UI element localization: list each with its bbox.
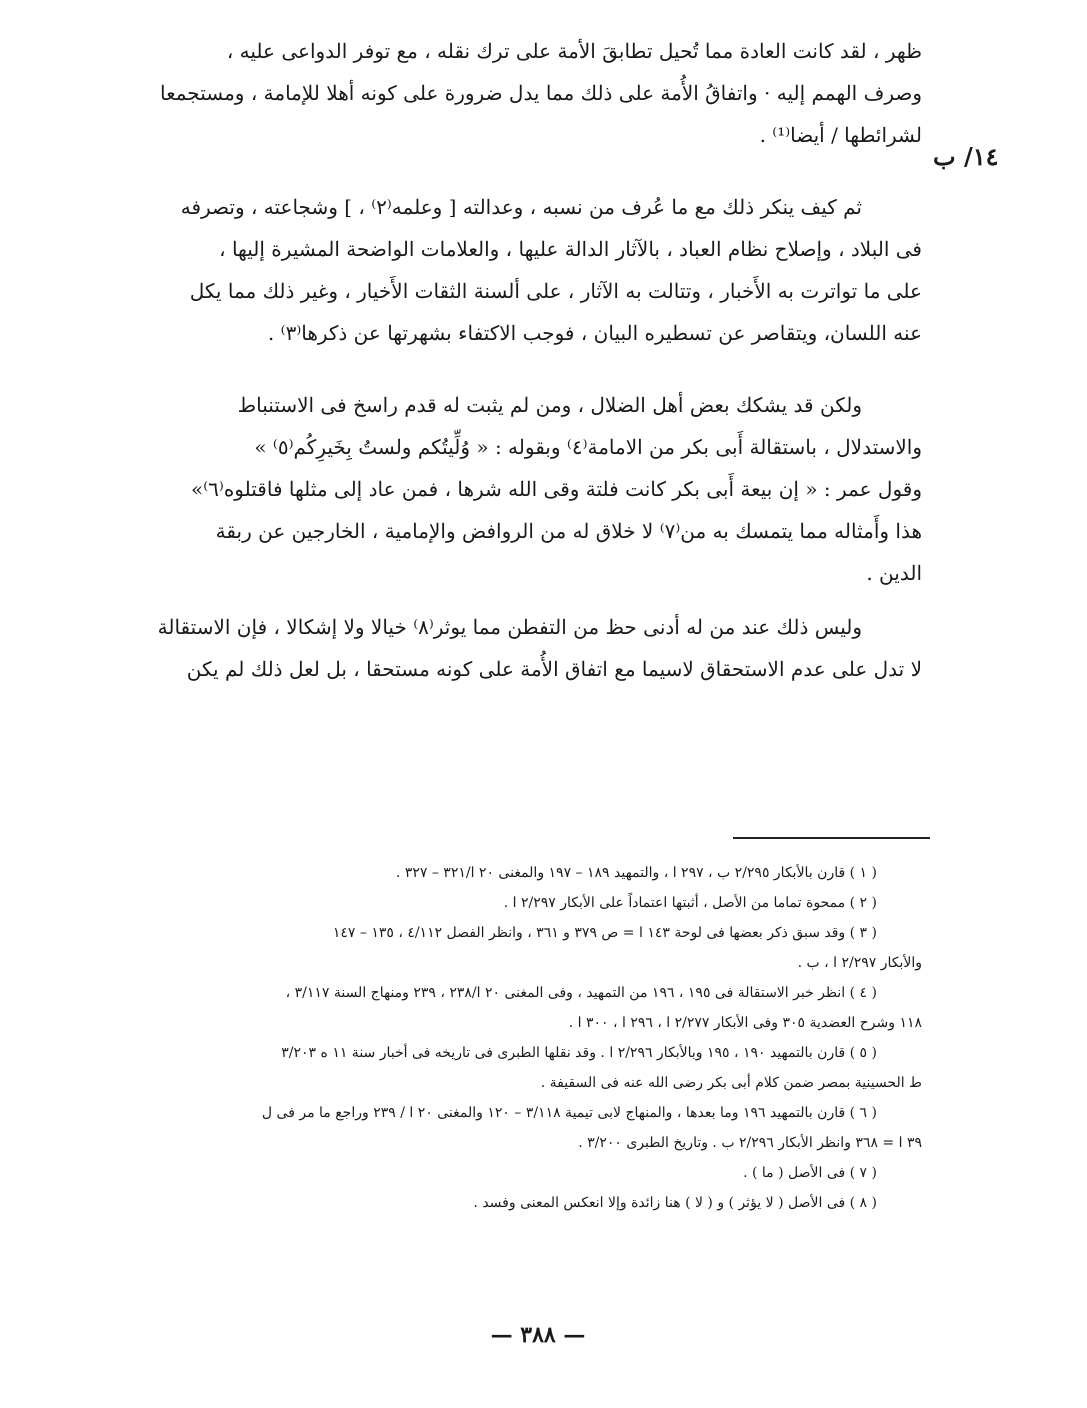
text-line: عنه اللسان، ويتقاصر عن تسطيره البيان ، فوجب الاكتفاء بشهرتها عن ذكرها⁽٣⁾ . [267, 321, 922, 345]
text-line: والاستدلال ، باستقالة أَبى بكر من الامامة⁽٤⁾ وبقوله : « وُلِّيتُكم ولستُ بِخَيرِكُم⁽٥⁾ » [254, 435, 922, 459]
paragraph-2 [95, 186, 922, 354]
text-line: على ما تواترت به الأَخبار ، وتتالت به الآثار ، على ألسنة الثقات الأَخيار ، وغير ذلك مما يكل [189, 279, 922, 303]
folio-marker: ١٤/ ب [933, 142, 999, 171]
text-line: الدين . [866, 561, 922, 585]
footnote-separator [733, 837, 930, 839]
footnote-8: ( ٨ ) فى الأصل ( لا يؤثر ) و ( لا ) هنا زائدة وإلا انعكس المعنى وفسد . [473, 1195, 877, 1211]
main-text [95, 30, 922, 690]
footnote-3: ( ٣ ) وقد سبق ذكر بعضها فى لوحة ١٤٣ ا = ص ٣٧٩ و ٣٦١ ، وانظر الفصل ٤/١١٢ ، ١٣٥ – ١٤٧ [332, 925, 877, 941]
paragraph-4 [95, 606, 922, 690]
text-line: ظهر ، لقد كانت العادة مما تُحيل تطابقَ الأمة على ترك نقله ، مع توفر الدواعى عليه ، [226, 39, 922, 63]
page-number: — ٣٨٨ — [490, 1322, 586, 1348]
paragraph-3 [95, 384, 922, 594]
footnote-5: ( ٥ ) قارن بالتمهيد ١٩٠ ، ١٩٥ وبالأبكار ٢/٢٩٦ ا . وقد نقلها الطبرى فى تاريخه فى أخبار سنة ١١ ه ٣/٢٠٣ [281, 1045, 877, 1061]
text-line: ولكن قد يشكك بعض أهل الضلال ، ومن لم يثبت له قدم راسخ فى الاستنباط [237, 393, 862, 417]
footnote-6-cont: ٣٩ ا = ٣٦٨ وانظر الأبكار ٢/٢٩٦ ب . وتاريخ الطبرى ٣/٢٠٠ . [578, 1135, 922, 1151]
footnote-5-cont: ط الحسينية بمصر ضمن كلام أبى بكر رضى الله عنه فى السقيفة . [540, 1075, 922, 1091]
text-line: لا تدل على عدم الاستحقاق لاسيما مع اتفاق الأُمة على كونه مستحقا ، بل لعل ذلك لم يكن [186, 657, 922, 681]
text-line: ثم كيف ينكر ذلك مع ما عُرف من نسبه ، وعدالته [ وعلمه⁽٢⁾ ، ] وشجاعته ، وتصرفه [180, 195, 862, 219]
text-line: فى البلاد ، وإصلاح نظام العباد ، بالآثار الدالة عليها ، والعلامات الواضحة المشيرة إليها ، [219, 237, 922, 261]
footnote-7: ( ٧ ) فى الأصل ( ما ) . [743, 1165, 877, 1181]
footnotes [95, 858, 922, 1218]
footnote-4-cont: ١١٨ وشرح العضدية ٣٠٥ وفى الأبكار ٢/٢٧٧ ا ، ٢٩٦ ا ، ٣٠٠ ا . [568, 1015, 922, 1031]
footnote-2: ( ٢ ) ممحوة تماما من الأصل ، أثبتها اعتماداً على الأبكار ٢/٢٩٧ ا . [503, 895, 877, 911]
footnote-6: ( ٦ ) قارن بالتمهيد ١٩٦ وما بعدها ، والمنهاج لابى تيمية ٣/١١٨ – ١٢٠ والمغنى ٢٠ ا / ٢٣٩ وراجع ما مر فى ل [261, 1105, 877, 1121]
paragraph-1 [95, 30, 922, 156]
footnote-4: ( ٤ ) انظر خبر الاستقالة فى ١٩٥ ، ١٩٦ من التمهيد ، وفى المغنى ٢٠ ا/٢٣٨ ، ٢٣٩ ومنهاج السنة ٣/١١٧ ، [285, 985, 877, 1001]
text-line: لشرائطها / أيضا⁽¹⁾ . [759, 123, 922, 147]
text-line: وليس ذلك عند من له أدنى حظ من التفطن مما يوثر⁽٨⁾ خيالا ولا إشكالا ، فإن الاستقالة [157, 615, 862, 639]
text-line: وصرف الهمم إليه · واتفاقُ الأُمة على ذلك مما يدل ضرورة على كونه أهلا للإمامة ، ومستجمعا [160, 81, 922, 105]
footnote-3-cont: والأبكار ٢/٢٩٧ ا ، ب . [797, 955, 922, 971]
text-line: هذا وأَمثاله مما يتمسك به من⁽٧⁾ لا خلاق له من الروافض والإمامية ، الخارجين عن ربقة [215, 519, 922, 543]
footnote-1: ( ١ ) قارن بالأبكار ٢/٢٩٥ ب ، ٢٩٧ ا ، والتمهيد ١٨٩ – ١٩٧ والمغنى ٢٠ ا/٣٢١ – ٣٢٧ . [395, 865, 877, 881]
text-line: وقول عمر : « إن بيعة أَبى بكر كانت فلتة وقى الله شرها ، فمن عاد إلى مثلها فاقتلوه⁽٦⁾» [191, 477, 922, 501]
